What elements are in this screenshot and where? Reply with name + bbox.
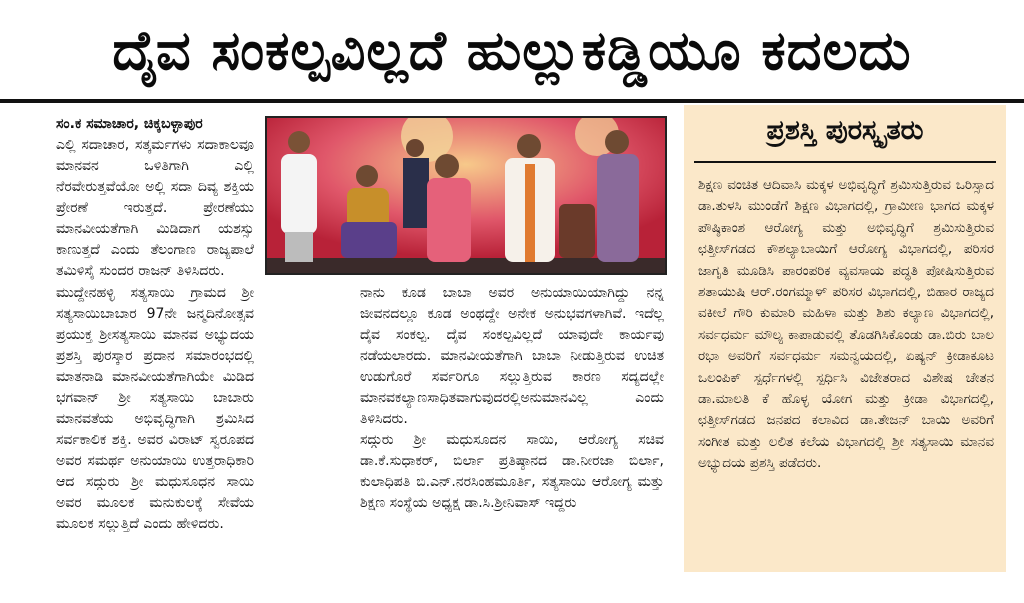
stage-photo-illustration — [267, 118, 665, 273]
middle-paragraph-2: ಸದ್ಗುರು ಶ್ರೀ ಮಧುಸೂದನ ಸಾಯಿ, ಆರೋಗ್ಯ ಸಚಿವ ಡಾ.ಕೆ.ಸುಧಾಕರ್, ಬಿರ್ಲಾ ಪ್ರತಿಷ್ಠಾನದ ಡಾ.ನೀರಜಾ ಬಿರ್ಲಾ, ಕುಲಾಧಿಪತಿ ಬಿ.ಎನ್.ನರಸಿಂಹಮೂರ್ತಿ, ಸತ್ಯಸಾಯಿ ಆರೋಗ್ಯ ಮತ್ತು ಶಿಕ್ಷಣ ಸಂಸ್ಥೆಯ ಅಧ್ಯಕ್ಷ ಡಾ.ಸಿ.ಶ್ರೀನಿವಾಸ್ ಇದ್ದರು — [360, 432, 664, 511]
awardees-sidebar — [684, 105, 1006, 572]
event-photo — [265, 116, 667, 275]
sidebar-title-rule — [694, 161, 996, 163]
headline-rule — [0, 99, 1024, 103]
sidebar-title: ಪ್ರಶಸ್ತಿ ಪುರಸ್ಕೃತರು — [766, 115, 924, 146]
middle-paragraph-1: ನಾನು ಕೂಡ ಬಾಬಾ ಅವರ ಅನುಯಾಯಿಯಾಗಿದ್ದು ನನ್ನ ಜೀವನದಲ್ಲೂ ಕೂಡ ಅಂಥದ್ದೇ ಅನೇಕ ಅನುಭವಗಳಾಗಿವೆ. ಇದೆಲ್ಲ ದೈವ ಸಂಕಲ್ಪ. ದೈವ ಸಂಕಲ್ಪವಿಲ್ಲದೆ ಯಾವುದೇ ಕಾರ್ಯವು ನಡೆಯಲಾರದು. ಮಾನವೀಯತೆಗಾಗಿ ಬಾಬಾ ನೀಡುತ್ತಿರುವ ಉಚಿತ ಉಡುಗೊರೆ ಸರ್ವರಿಗೂ ಸಲ್ಲುತ್ತಿರುವ ಕಾರಣ ಸದ್ಯದಲ್ಲೇ ಮಾನವಕಲ್ಯಾಣಸಾಧಿತವಾಗುವುದರಲ್ಲಿಅನುಮಾನವಿಲ್ಲ ಎಂದು ತಿಳಿಸಿದರು. — [360, 285, 664, 427]
dateline: ಸಂ.ಕ ಸಮಾಚಾರ, ಚಿಕ್ಕಬಳ್ಳಾಪುರ — [56, 116, 203, 132]
sidebar-body: ಶಿಕ್ಷಣ ವಂಚಿತ ಆದಿವಾಸಿ ಮಕ್ಕಳ ಅಭಿವೃದ್ಧಿಗೆ ಶ್ರಮಿಸುತ್ತಿರುವ ಒರಿಸ್ಸಾದ ಡಾ.ತುಳಸಿ ಮುಂಡೆಗೆ ಶಿಕ್ಷಣ ವಿಭಾಗದಲ್ಲಿ, ಗ್ರಾಮೀಣ ಭಾಗದ ಮಕ್ಕಳ ಪೌಷ್ಠಿಕಾಂಶ ಆರೋಗ್ಯ ಮತ್ತು ಅಭಿವೃದ್ಧಿಗೆ ಶ್ರಮಿಸುತ್ತಿರುವ ಛತ್ತೀಸ್‌ಗಡದ ಕೌಶಲ್ಯಾಬಾಯಿಗೆ ಆರೋಗ್ಯ ವಿಭಾಗದಲ್ಲಿ, ಪರಿಸರ ಜಾಗೃತಿ ಮೂಡಿಸಿ ಪಾರಂಪರಿಕ ವ್ಯವಸಾಯ ಪದ್ಧತಿ ಪೋಷಿಸುತ್ತಿರುವ ಶತಾಯುಷಿ ಆರ್.ರಂಗಮ್ಮಾಳ್ ಪರಿಸರ ವಿಭಾಗದಲ್ಲಿ, ಬಿಹಾರ ರಾಜ್ಯದ ವಕೀಲೆ ಗೌರಿ ಕುಮಾರಿ ಮಹಿಳಾ ಮತ್ತು ಶಿಶು ಕಲ್ಯಾಣ ವಿಭಾಗದಲ್ಲಿ, ಸರ್ವಧರ್ಮ ಮೌಲ್ಯ ಕಾಪಾಡುವಲ್ಲಿ ತೊಡಗಿಸಿಕೊಂಡು ಡಾ.ಬಿರು ಬಾಲ ರಭಾ ಅವರಿಗೆ ಸರ್ವಧರ್ಮ ಸಮನ್ವಯದಲ್ಲಿ, ಏಷ್ಯನ್ ಕ್ರೀಡಾಕೂಟ ಒಲಂಪಿಕ್ ಸ್ಪರ್ಧೆಗಳಲ್ಲಿ ಸ್ಪರ್ಧಿಸಿ ವಿಜೇತರಾದ ವಿಶೇಷ ಚೇತನ ಡಾ.ಮಾಲತಿ ಕೆ ಹೊಳ್ಳ ಯೋಗ ಮತ್ತು ಕ್ರೀಡಾ ವಿಭಾಗದಲ್ಲಿ, ಛತ್ತೀಸ್‌ಗಡದ ಜನಪದ ಕಲಾವಿದ ಡಾ.ತೇಜನ್ ಬಾಯಿ ಅವರಿಗೆ ಸಂಗೀತ ಮತ್ತು ಲಲಿತ ಕಲೆಯ ವಿಭಾಗದಲ್ಲಿ ಶ್ರೀ ಸತ್ಯಸಾಯಿ ಮಾನವ ಅಭ್ಯುದಯ ಪ್ರಶಸ್ತಿ ಪಡೆದರು. — [698, 177, 994, 472]
left-column — [56, 114, 254, 592]
headline: ದೈವ ಸಂಕಲ್ಪವಿಲ್ಲದೆ ಹುಲ್ಲುಕಡ್ಡಿಯೂ ಕದಲದು — [112, 19, 912, 82]
middle-column — [360, 283, 664, 592]
left-paragraph-1: ಎಲ್ಲಿ ಸದಾಚಾರ, ಸತ್ಕರ್ಮಗಳು ಸದಾಕಾಲವೂ ಮಾನವನ ಒಳಿತಿಗಾಗಿ ಎಲ್ಲಿ ನೆರವೇರುತ್ತವೆಯೋ ಅಲ್ಲಿ ಸದಾ ದಿವ್ಯ ಶಕ್ತಿಯ ಪ್ರೇರಣೆ ಇರುತ್ತದೆ. ಪ್ರೇರಣೆಯು ಮಾನವೀಯತೆಗಾಗಿ ಮಿಡಿದಾಗ ಯಶಸ್ಸು ಕಾಣುತ್ತದೆ ಎಂದು ತೆಲಂಗಾಣ ರಾಜ್ಯಪಾಲೆ ತಮಿಳಿಸೈ ಸುಂದರ ರಾಜನ್ ತಿಳಿಸಿದರು. — [56, 137, 254, 279]
left-paragraph-2: ಮುದ್ದೇನಹಳ್ಳಿ ಸತ್ಯಸಾಯಿ ಗ್ರಾಮದ ಶ್ರೀ ಸತ್ಯಸಾಯಿಬಾಬಾರ 97ನೇ ಜನ್ಮದಿನೋತ್ಸವ ಪ್ರಯುಕ್ತ ಶ್ರೀಸತ್ಯಸಾಯಿ ಮಾನವ ಅಭ್ಯುದಯ ಪ್ರಶಸ್ತಿ ಪುರಸ್ಕಾರ ಪ್ರದಾನ ಸಮಾರಂಭದಲ್ಲಿ ಮಾತನಾಡಿ ಮಾನವೀಯತೆಗಾಗಿಯೇ ಮಿಡಿದ ಭಗವಾನ್ ಶ್ರೀ ಸತ್ಯಸಾಯಿ ಬಾಬಾರು ಮಾನವತೆಯ ಅಭಿವೃದ್ಧಿಗಾಗಿ ಶ್ರಮಿಸಿದ ಸರ್ವಕಾಲಿಕ ಶಕ್ತಿ. ಅವರ ವಿರಾಟ್ ಸ್ವರೂಪದ ಅವರ ಸಮರ್ಥ ಅನುಯಾಯಿ ಉತ್ತರಾಧಿಕಾರಿ ಆದ ಸದ್ಗುರು ಶ್ರೀ ಮಧುಸೂಧನ ಸಾಯಿ ಅವರ ಮೂಲಕ ಮನುಕುಲಕ್ಕೆ ಸೇವೆಯ ಮೂಲಕ ಸಲ್ಲುತ್ತಿದೆ ಎಂದು ಹೇಳಿದರು. — [56, 285, 254, 532]
